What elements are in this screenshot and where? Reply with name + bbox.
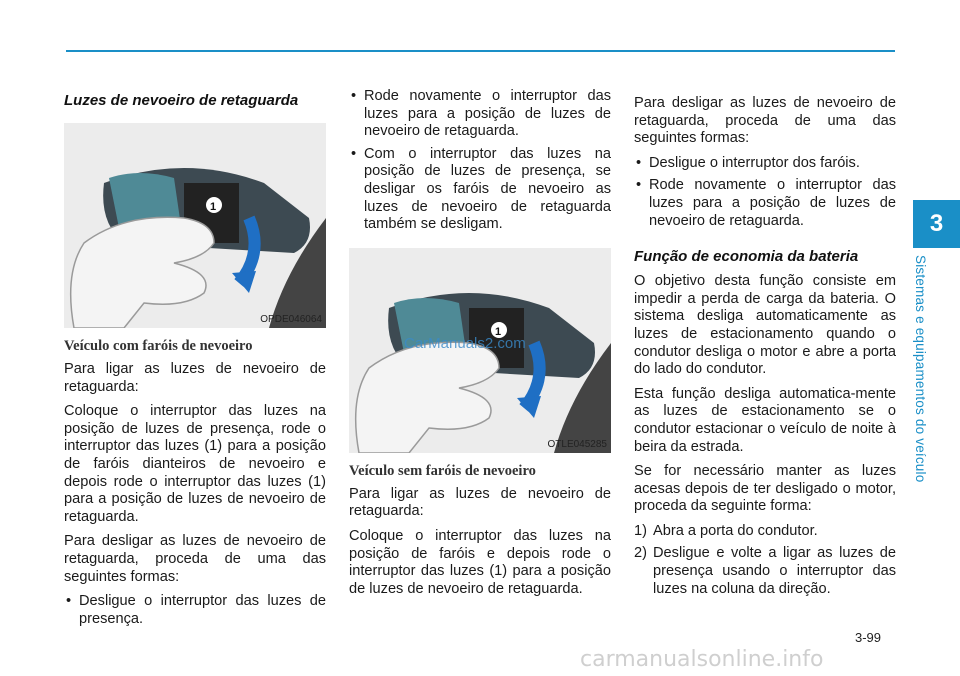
list-item: • Desligue o interruptor dos faróis. — [634, 155, 896, 173]
chapter-tab — [913, 200, 960, 248]
paragraph: Coloque o interruptor das luzes na posição de luzes de presença, rode o interruptor das luzes (1) para a posição de faróis dianteiros de nevoeiro e depois rode o interruptor das luzes (1) para a posição de luzes de nevoeiro de retaguarda. — [64, 403, 326, 525]
list-item: • Rode novamente o interruptor das luzes para a posição de luzes de nevoeiro de retaguarda. — [634, 177, 896, 230]
figure-code: OTLE045285 — [547, 438, 607, 450]
list-item: • Com o interruptor das luzes na posição de luzes de presença, se desligar os faróis de nevoeiro as luzes de nevoeiro de retaguarda também se desligam. — [349, 146, 611, 234]
figure-code: OPDE046064 — [260, 314, 322, 325]
figure-watermark: CarManuals2.com — [404, 334, 526, 352]
top-rule — [66, 50, 895, 52]
chapter-title-text: Sistemas e equipamentos do veículo — [913, 255, 928, 483]
list-item: 1) Abra a porta do condutor. — [634, 522, 818, 539]
list-item: 2) Desligue e volte a ligar as luzes de presença usando o interruptor das luzes na coluna da direção. — [634, 545, 896, 597]
svg-text:1: 1 — [210, 201, 217, 213]
svg-text:1: 1 — [495, 325, 502, 338]
column-3 — [634, 95, 896, 605]
list-item: • Desligue o interruptor das luzes de presença. — [64, 593, 326, 628]
column-2 — [349, 88, 611, 605]
light-switch-illustration — [64, 123, 326, 328]
subheading-with-fog: Veículo com faróis de nevoeiro — [64, 338, 253, 354]
bullet-list — [64, 593, 326, 628]
paragraph: Para desligar as luzes de nevoeiro de retaguarda, proceda de uma das seguintes formas: — [634, 95, 896, 147]
chapter-number: 3 — [929, 210, 944, 237]
bullet-list — [349, 88, 611, 234]
column-1 — [64, 88, 326, 635]
paragraph: Para ligar as luzes de nevoeiro de retaguarda: — [349, 485, 611, 520]
paragraph: O objetivo desta função consiste em impedir a perda de carga da bateria. O sistema desliga automaticamente as luzes de estacionamento quando o condutor desliga o motor e abre a porta do lado do condutor. — [634, 273, 896, 378]
figure-light-switch-2 — [349, 248, 611, 453]
numbered-list — [634, 523, 896, 598]
site-watermark: carmanualsonline.info — [580, 647, 824, 672]
figure-light-switch-1 — [64, 123, 326, 328]
chapter-title — [913, 255, 950, 495]
paragraph: Para desligar as luzes de nevoeiro de retaguarda, proceda de uma das seguintes formas: — [64, 533, 326, 585]
page-number: 3-99 — [855, 630, 882, 645]
bullet-list — [634, 155, 896, 230]
paragraph: Para ligar as luzes de nevoeiro de retaguarda: — [64, 361, 326, 395]
paragraph: Coloque o interruptor das luzes na posição de faróis e depois rode o interruptor das luzes (1) para a posição de luzes de nevoeiro de retaguarda. — [349, 527, 611, 597]
section-heading-rear-fog: Luzes de nevoeiro de retaguarda — [64, 92, 299, 109]
list-item: • Rode novamente o interruptor das luzes para a posição de luzes de nevoeiro de retaguarda. — [349, 88, 611, 141]
section-heading-battery: Função de economia da bateria — [634, 248, 859, 266]
paragraph: Se for necessário manter as luzes acesas depois de ter desligado o motor, proceda da seguinte forma: — [634, 463, 896, 515]
paragraph: Esta função desliga automatica-mente as luzes de estacionamento se o condutor estacionar o veículo de noite à beira da estrada. — [634, 385, 896, 455]
subheading-without-fog: Veículo sem faróis de nevoeiro — [349, 462, 536, 479]
